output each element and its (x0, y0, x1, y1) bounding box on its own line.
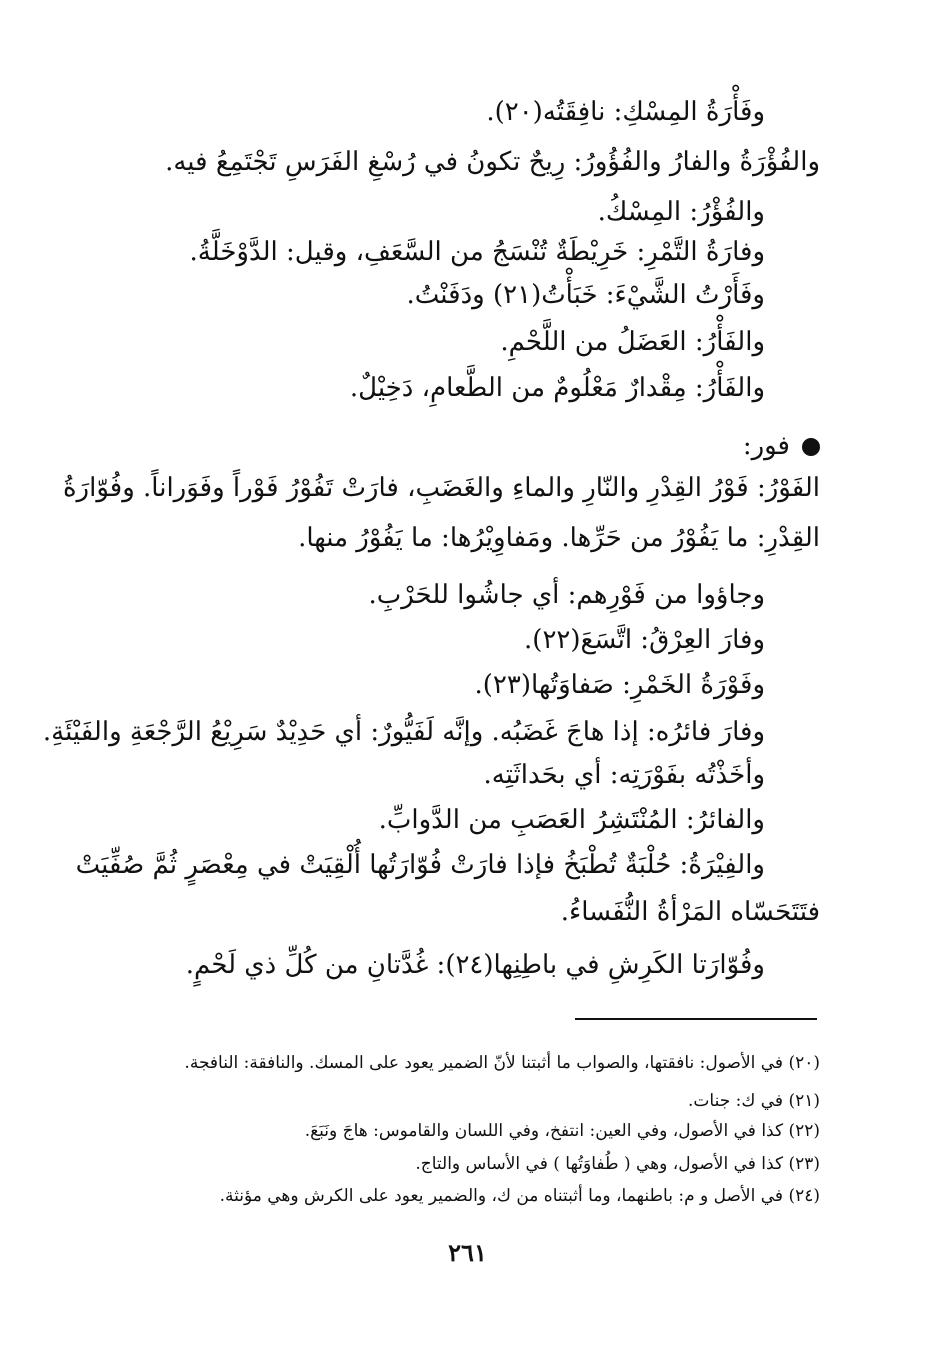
footnote: (٢٣) كذا في الأصول، وهي ( طُفاوَتُها ) في الأساس والتاج. (415, 1154, 820, 1174)
text-line: وفُوّارَتا الكَرِشِ في باطِنِها(٢٤): غُدَّتانِ من كُلِّ ذي لَحْمٍ. (185, 950, 765, 980)
section-heading (743, 428, 820, 464)
section-heading-text: فور: (742, 431, 790, 461)
text-line: والفائرُ: المُنْتَشِرُ العَصَبِ من الدَّوابِّ. (378, 805, 765, 835)
text-line: وفَأْرَةُ المِسْكِ: نافِقَتُه(٢٠). (486, 97, 765, 127)
footnote: (٢٠) في الأصول: نافقتها، والصواب ما أثبتنا لأنّ الضمير يعود على المسك. والنافقة: النافجة. (184, 1053, 820, 1073)
footnote: (٢٤) في الأصل و م: باطنهما، وما أثبتناه من ك، والضمير يعود على الكرش وهي مؤنثة. (219, 1186, 820, 1206)
text-line: والفَأْرُ: مِقْدارٌ مَعْلُومٌ من الطَّعامِ، دَخِيْلٌ. (349, 373, 765, 403)
text-line: والفُؤْرَةُ والفارُ والفُؤُورُ: رِيحٌ تكونُ في رُسْغِ الفَرَسِ تَجْتَمِعُ فيه. (165, 147, 820, 177)
footnote-separator (575, 1018, 817, 1020)
text-line: القِدْرِ: ما يَفُوْرُ من حَرِّها. ومَفاوِيْرُها: ما يَفُوْرُ منها. (298, 523, 820, 553)
text-line: وجاؤوا من فَوْرِهم: أي جاشُوا للحَرْبِ. (368, 580, 765, 610)
text-line: وفَأَرْتُ الشَّيْءَ: خَبَأْتُ(٢١) ودَفَنْتُ. (406, 280, 765, 310)
footnote: (٢٢) كذا في الأصول، وفي العين: انتفخ، وفي اللسان والقاموس: هاجَ ونَبَعَ. (304, 1121, 820, 1141)
footnote: (٢١) في ك: جنات. (687, 1091, 820, 1111)
text-line: وفارَ العِرْقُ: اتَّسَعَ(٢٢). (524, 625, 765, 655)
bullet-icon (802, 438, 820, 456)
text-line: والفِيْرَةُ: حُلْبَةٌ تُطْبَخُ فإذا فارَتْ فُوّارَتُها أُلْقِيَتْ في مِعْصَرٍ ثُمَّ صُفِّيَتْ (75, 850, 765, 880)
text-line: وفارَةُ التَّمْرِ: خَرِيْطَةٌ تُنْسَجُ من السَّعَفِ، وقيل: الدَّوْخَلَّةُ. (189, 237, 765, 267)
text-line: فتَتَحَسّاه المَرْأةُ النُّفَساءُ. (560, 897, 820, 927)
text-line: والفُؤْرُ: المِسْكُ. (597, 197, 765, 227)
text-line: الفَوْرُ: فَوْرُ القِدْرِ والنّارِ والماءِ والغَضَبِ، فارَتْ تَفُوْرُ فَوْراً وفَوَراناً. وفُوّارَةُ (62, 473, 820, 503)
text-line: وفارَ فائرُه: إذا هاجَ غَضَبُه. وإنَّه لَفَيُّورٌ: أي حَدِيْدٌ سَرِيْعُ الرَّجْعَةِ والفَيْئَةِ. (42, 717, 765, 747)
page-number: ٢٦١ (448, 1238, 487, 1267)
text-line: والفَأْرُ: العَضَلُ من اللَّحْمِ. (500, 327, 765, 357)
text-line: وفَوْرَةُ الخَمْرِ: صَفاوَتُها(٢٣). (474, 670, 765, 700)
text-line: وأخَذْتُه بفَوْرَتِه: أي بحَداثَتِه. (483, 760, 765, 790)
